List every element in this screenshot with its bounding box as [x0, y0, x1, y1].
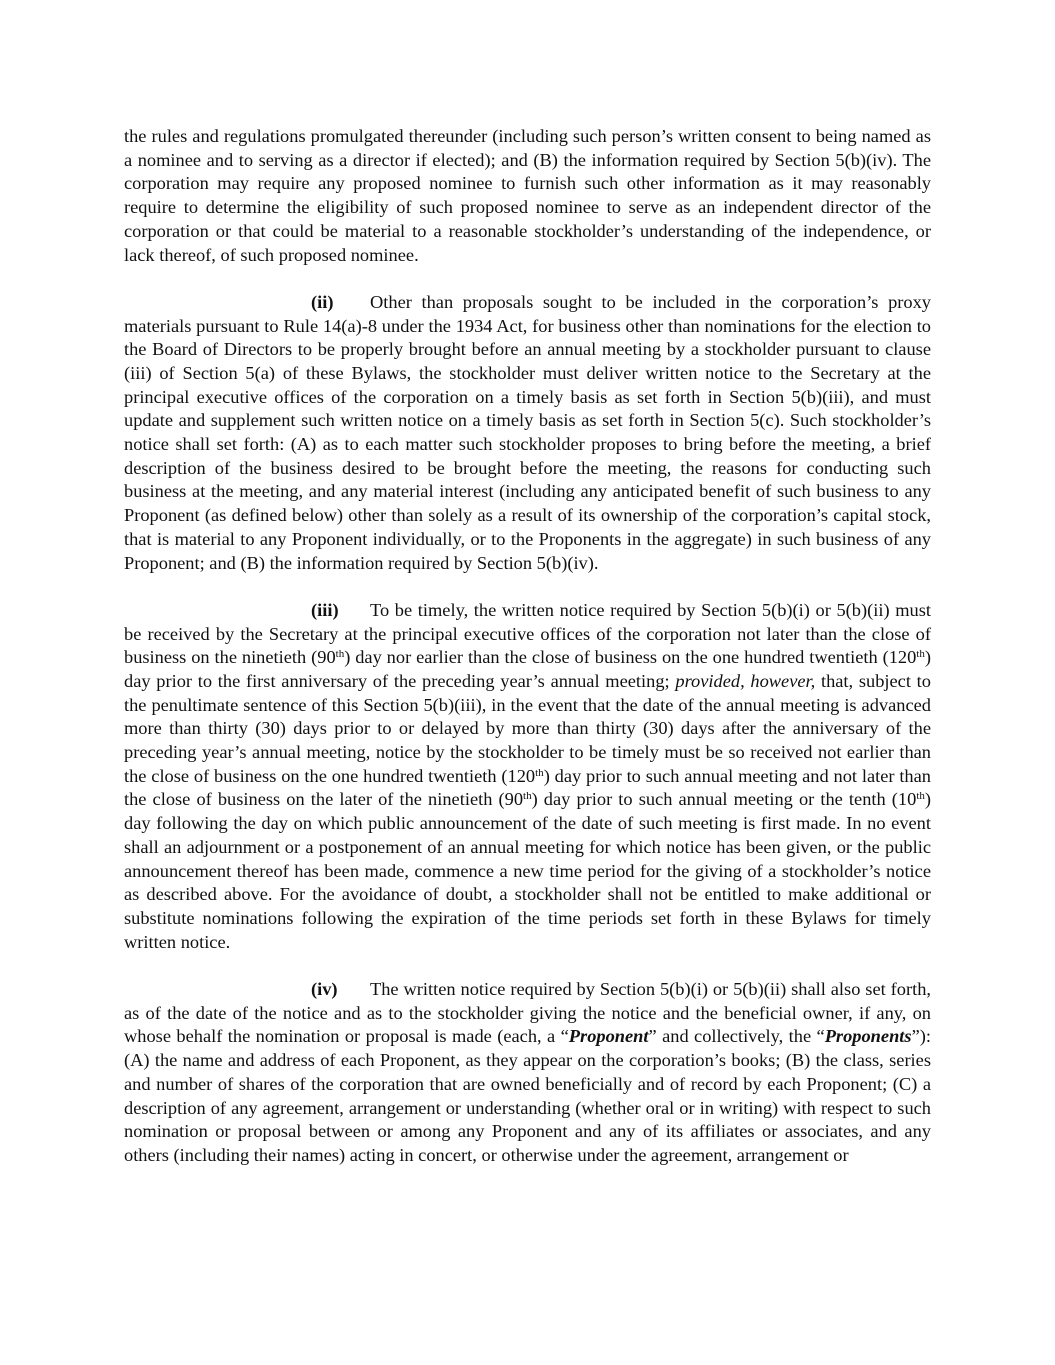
paragraph-text: To be timely, the written notice required by Section 5(b)(i) or 5(b)(ii) must be received by the Secretary at the principal executive offices of the corporation not later than the close of business on the ninetieth (90 — [124, 599, 931, 668]
ordinal-superscript: th — [523, 790, 532, 803]
ordinal-superscript: th — [916, 648, 925, 661]
paragraph-text: that, subject to the penultimate sentence of this Section 5(b)(iii), in the event that the date of the annual meeting is advanced more than thirty (30) days prior to or delayed by more than thirty (30) days after the anniversary of the preceding year’s annual meeting, notice by the stockholder to be timely must be so received not earlier than the close of business on the one hundred twentieth (120 — [124, 670, 931, 786]
paragraph-iii — [124, 599, 931, 955]
ordinal-superscript: th — [916, 790, 925, 803]
ordinal-superscript: th — [535, 766, 544, 779]
paragraph-text: The written notice required by Section 5(b)(i) or 5(b)(ii) shall also set forth, as of the date of the notice and as to the stockholder giving the notice and the beneficial owner, if any, on whose behalf the nomination or proposal is made (each, a “ — [124, 978, 931, 1047]
paragraph-text: ) day prior to such annual meeting and not later than the close of business on the later of the ninetieth (90 — [124, 765, 931, 810]
paragraph-text: the rules and regulations promulgated thereunder (including such person’s written consent to being named as a nominee and to serving as a director if elected); and (B) the information required by Section 5(b)(iv). The corporation may require any proposed nominee to furnish such other information as it may reasonably require to determine the eligibility of such proposed nominee to serve as an independent director of the corporation or that could be material to a reasonable stockholder’s understanding of the independence, or lack thereof, of such proposed nominee. — [124, 126, 931, 265]
paragraph-text: Other than proposals sought to be included in the corporation’s proxy materials pursuant to Rule 14(a)-8 under the 1934 Act, for business other than nominations for the election to the Board of Directors to be properly brought before an annual meeting by a stockholder pursuant to clause (iii) of Section 5(a) of these Bylaws, the stockholder must deliver written notice to the Secretary at the principal executive offices of the corporation on a timely basis as set forth in Section 5(b)(iii), and must update and supplement such written notice on a timely basis as set forth in Section 5(c). Such stockholder’s notice shall set forth: (A) as to each matter such stockholder proposes to bring before the meeting, a brief description of the business desired to be brought before the meeting, the reasons for conducting such business at the meeting, and any material interest (including any anticipated benefit of such business to any Proponent (as defined below) other than solely as a result of its ownership of the corporation’s capital stock, that is material to any Proponent individually, or to the Proponents in the aggregate) in such business of any Proponent; and (B) the information required by Section 5(b)(iv). — [124, 291, 931, 573]
italic-phrase: provided, however, — [675, 670, 816, 691]
paragraph-text: ) day nor earlier than the close of business on the one hundred twentieth (120 — [344, 647, 917, 668]
paragraph-text: ) day following the day on which public announcement of the date of such meeting is first made. In no event shall an adjournment or a postponement of an annual meeting for which notice has been given, or the public announcement thereof has been made, commence a new time period for the giving of a stockholder’s notice as described above. For the avoidance of doubt, a stockholder shall not be entitled to make additional or substitute nominations following the expiration of the time periods set forth in these Bylaws for timely written notice. — [124, 789, 931, 952]
paragraph-continuation — [124, 125, 931, 267]
paragraph-iv — [124, 978, 931, 1168]
defined-term-proponents: Proponents — [824, 1026, 912, 1047]
document-page — [124, 125, 931, 1191]
paragraph-text: ”): (A) the name and address of each Proponent, as they appear on the corporation’s books; (B) the class, series and number of shares of the corporation that are owned beneficially and of record by each Proponent; (C) a description of any agreement, arrangement or understanding (whether oral or in writing) with respect to such nomination or proposal between or among any Proponent and any of its affiliates or associates, and any others (including their names) acting in concert, or otherwise under the agreement, arrangement or — [124, 1026, 931, 1165]
ordinal-superscript: th — [335, 648, 345, 661]
section-number-iii: (iii) — [311, 599, 339, 620]
defined-term-proponent: Proponent — [568, 1026, 649, 1047]
paragraph-text: ) day prior to such annual meeting or the tenth (10 — [531, 789, 917, 810]
section-number-ii: (ii) — [311, 291, 334, 312]
section-number-iv: (iv) — [311, 978, 338, 999]
paragraph-text: ) day prior to the first anniversary of the preceding year’s annual meeting; — [124, 647, 931, 691]
paragraph-ii — [124, 291, 931, 575]
paragraph-text: ” and collectively, the “ — [648, 1026, 825, 1047]
